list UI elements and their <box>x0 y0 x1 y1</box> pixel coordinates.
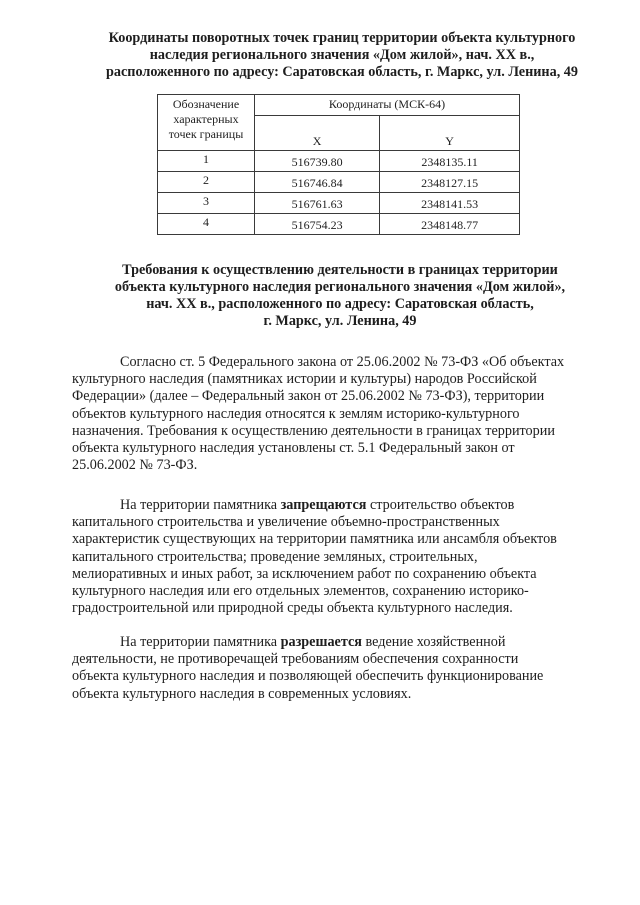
point-number: 4 <box>158 214 255 235</box>
paragraph-line: мелиоративных и иных работ, за исключением работ по сохранению объекта <box>72 565 537 582</box>
paragraph-line: Согласно ст. 5 Федерального закона от 25.06.2002 № 73-ФЗ «Об объектах <box>120 354 565 370</box>
title-line: г. Маркс, ул. Ленина, 49 <box>263 313 417 329</box>
x-value: 516746.84 <box>255 172 380 193</box>
y-value: 2348148.77 <box>380 214 520 235</box>
title-line: Требования к осуществлению деятельности в границах территории <box>122 262 558 278</box>
paragraph-line: капитального строительства; проведение земляных, строительных, <box>72 548 478 565</box>
coordinates-table <box>157 94 520 235</box>
paragraph-line: культурного наследия или его отдельных элементов, сохранению историко- <box>72 583 529 600</box>
paragraph-line: На территории памятника разрешается ведение хозяйственной <box>120 634 506 650</box>
x-value: 516739.80 <box>255 151 380 172</box>
header-coordinates: Координаты (МСК-64) <box>255 95 520 116</box>
table-row <box>158 172 520 193</box>
table-row <box>158 151 520 172</box>
header-point-label: Обозначение характерных точек границы <box>158 95 255 151</box>
title-line: нач. XX в., расположенного по адресу: Саратовская область, <box>146 296 534 312</box>
requirements-title <box>80 262 600 330</box>
paragraph-line: деятельности, не противоречащей требованиям обеспечения сохранности <box>72 651 519 668</box>
table-row <box>158 214 520 235</box>
prohibitions-paragraph <box>72 497 607 617</box>
paragraph-line: капитального строительства и увеличение объемно-пространственных <box>72 514 500 531</box>
y-value: 2348127.15 <box>380 172 520 193</box>
point-number: 1 <box>158 151 255 172</box>
table-row <box>158 193 520 214</box>
paragraph-line: объекта культурного наследия в современных условиях. <box>72 685 412 702</box>
paragraph-line: объекта культурного наследия установлены ст. 5.1 Федеральный закон от <box>72 440 515 457</box>
title-line: наследия регионального значения «Дом жилой», нач. XX в., <box>149 47 535 63</box>
header-y: Y <box>380 116 520 151</box>
paragraph-line: культурного наследия (памятниках истории и культуры) народов Российской <box>72 371 537 388</box>
paragraph-line: характеристик существующих на территории памятника или ансамбля объектов <box>72 531 557 548</box>
x-value: 516754.23 <box>255 214 380 235</box>
paragraph-line: назначения. Требования к осуществлению деятельности в границах территории <box>72 422 555 439</box>
title-line: Координаты поворотных точек границ территории объекта культурного <box>108 30 576 46</box>
y-value: 2348135.11 <box>380 151 520 172</box>
title-line: объекта культурного наследия регионального значения «Дом жилой», <box>114 279 566 295</box>
title-line: расположенного по адресу: Саратовская область, г. Маркс, ул. Ленина, 49 <box>106 64 578 80</box>
paragraph-line: объекта культурного наследия и позволяющей обеспечить функционирование <box>72 668 544 685</box>
header-x: X <box>255 116 380 151</box>
legal-basis-paragraph <box>72 354 607 474</box>
paragraph-line: градостроительной или природной среды объекта культурного наследия. <box>72 600 513 617</box>
coordinates-title <box>72 30 612 81</box>
y-value: 2348141.53 <box>380 193 520 214</box>
prohibited-keyword: запрещаются <box>280 497 367 513</box>
paragraph-line: объектов культурного наследия относятся к землям историко-культурного <box>72 405 520 422</box>
x-value: 516761.63 <box>255 193 380 214</box>
paragraph-line: Федерации» (далее – Федеральный закон от 25.06.2002 № 73-ФЗ), территории <box>72 388 545 405</box>
permitted-keyword: разрешается <box>280 634 362 650</box>
paragraph-line: На территории памятника запрещаются строительство объектов <box>120 497 515 513</box>
point-number: 3 <box>158 193 255 214</box>
permissions-paragraph <box>72 634 607 703</box>
paragraph-line: 25.06.2002 № 73-ФЗ. <box>72 457 198 474</box>
point-number: 2 <box>158 172 255 193</box>
